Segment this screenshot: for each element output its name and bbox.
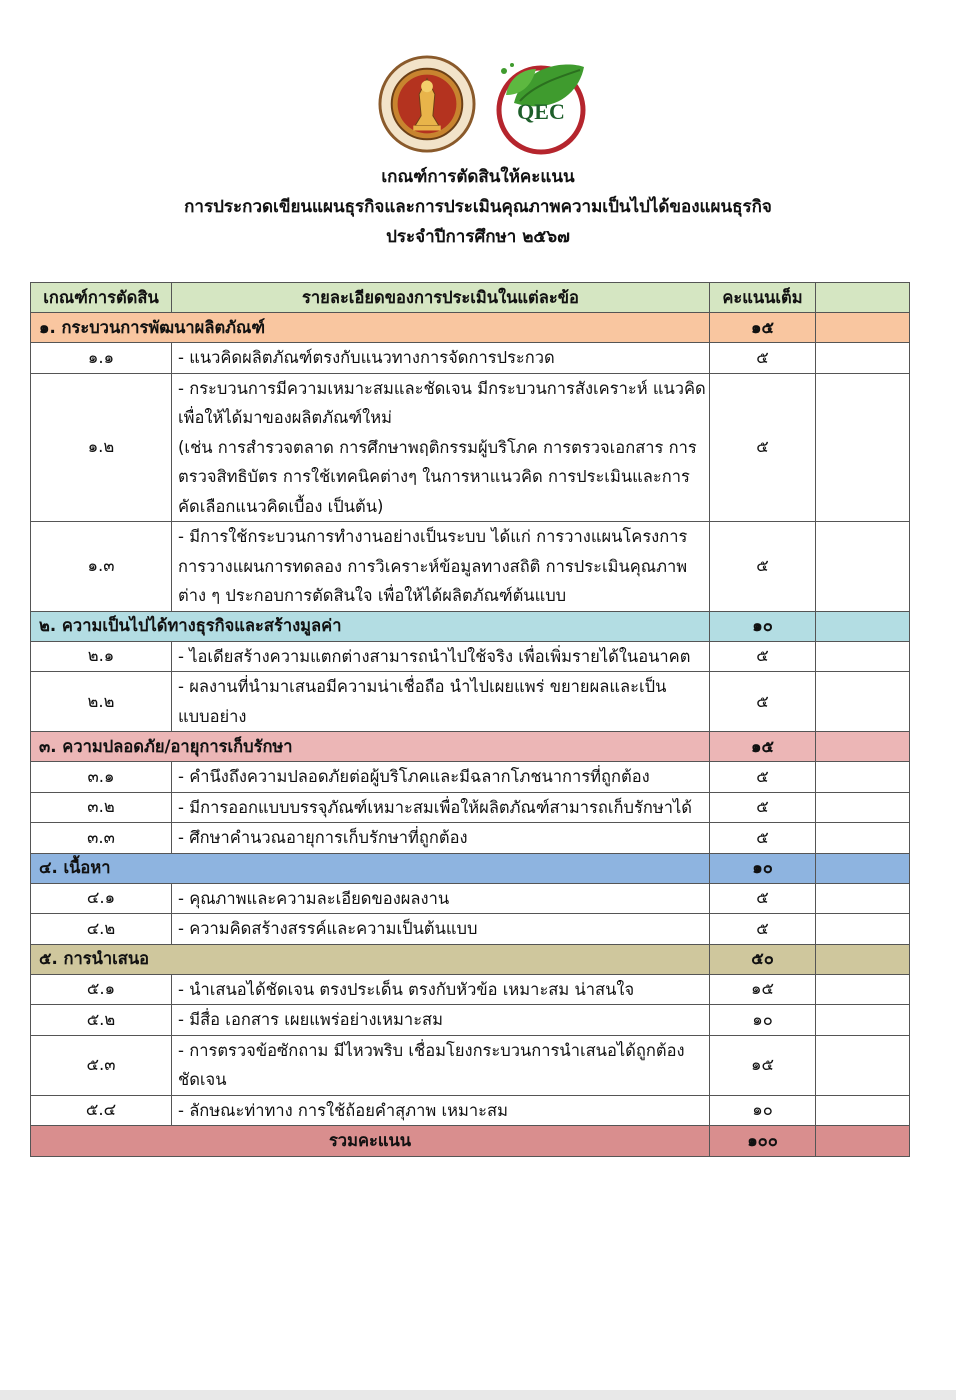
total-score: ๑๐๐ xyxy=(710,1126,816,1157)
item-blank xyxy=(816,1005,910,1036)
title-line-1: เกณฑ์การตัดสินให้คะแนน xyxy=(381,167,575,187)
item-detail-line: - มีการออกแบบบรรจุภัณฑ์เหมาะสมเพื่อให้ผลิตภัณฑ์สามารถเก็บรักษาได้ xyxy=(178,797,692,817)
item-number: ๔.๑ xyxy=(31,883,172,914)
criteria-item-row xyxy=(31,641,910,672)
item-detail xyxy=(172,762,710,793)
item-detail-line: - คำนึงถึงความปลอดภัยต่อผู้บริโภคและมีฉลากโภชนาการที่ถูกต้อง xyxy=(178,767,650,786)
item-blank xyxy=(816,914,910,945)
section-score: ๑๐ xyxy=(710,853,816,883)
section-title: ๑. กระบวนการพัฒนาผลิตภัณฑ์ xyxy=(31,313,710,343)
item-detail-line: ชัดเจน xyxy=(178,1070,227,1089)
total-label: รวมคะแนน xyxy=(31,1126,710,1157)
item-blank xyxy=(816,522,910,612)
item-number: ๑.๑ xyxy=(31,343,172,374)
item-blank xyxy=(816,1095,910,1126)
item-score: ๑๕ xyxy=(710,974,816,1005)
criteria-item-row xyxy=(31,792,910,823)
criteria-body xyxy=(31,313,910,1126)
ocsc-seal-logo xyxy=(378,55,476,153)
item-blank xyxy=(816,672,910,732)
section-row xyxy=(31,853,910,883)
criteria-table xyxy=(30,282,910,1157)
title-block xyxy=(0,162,956,252)
item-number: ๕.๓ xyxy=(31,1035,172,1095)
item-detail xyxy=(172,823,710,854)
section-row xyxy=(31,611,910,641)
item-number: ๒.๑ xyxy=(31,641,172,672)
item-number: ๕.๑ xyxy=(31,974,172,1005)
criteria-item-row xyxy=(31,974,910,1005)
criteria-item-row xyxy=(31,1035,910,1095)
section-blank xyxy=(816,732,910,762)
item-detail-line: - คุณภาพและความละเอียดของผลงาน xyxy=(178,888,450,908)
header-full-score: คะแนนเต็ม xyxy=(710,283,816,313)
item-score: ๕ xyxy=(710,792,816,823)
header-criteria: เกณฑ์การตัดสิน xyxy=(31,283,172,313)
header-detail: รายละเอียดของการประเมินในแต่ละข้อ xyxy=(172,283,710,313)
item-number: ๕.๒ xyxy=(31,1005,172,1036)
section-row xyxy=(31,944,910,974)
page-bottom-edge xyxy=(0,1390,956,1400)
item-detail xyxy=(172,672,710,732)
section-blank xyxy=(816,313,910,343)
item-detail-line: เพื่อให้ได้มาของผลิตภัณฑ์ใหม่ xyxy=(178,408,392,427)
criteria-item-row xyxy=(31,672,910,732)
item-detail-line: - ความคิดสร้างสรรค์และความเป็นต้นแบบ xyxy=(178,919,478,938)
criteria-item-row xyxy=(31,883,910,914)
item-detail-line: แบบอย่าง xyxy=(178,706,247,726)
item-number: ๕.๔ xyxy=(31,1095,172,1126)
criteria-item-row xyxy=(31,1005,910,1036)
section-title: ๕. การนำเสนอ xyxy=(31,944,710,974)
item-detail xyxy=(172,641,710,672)
item-detail-line: - ผลงานที่นำมาเสนอมีความน่าเชื่อถือ นำไปเผยแพร่ ขยายผลและเป็น xyxy=(178,677,667,696)
header-row xyxy=(31,283,910,313)
item-score: ๕ xyxy=(710,762,816,793)
item-detail-line: - นำเสนอได้ชัดเจน ตรงประเด็น ตรงกับหัวข้อ เหมาะสม น่าสนใจ xyxy=(178,979,635,999)
item-detail-line: - ไอเดียสร้างความแตกต่างสามารถนำไปใช้จริง เพื่อเพิ่มรายได้ในอนาคต xyxy=(178,646,691,666)
item-detail-line: คัดเลือกแนวคิดเบื้อง เป็นต้น) xyxy=(178,496,384,516)
item-score: ๕ xyxy=(710,641,816,672)
section-blank xyxy=(816,611,910,641)
item-blank xyxy=(816,974,910,1005)
svg-text:QEC: QEC xyxy=(517,99,565,124)
criteria-item-row xyxy=(31,914,910,945)
item-detail-line: การวางแผนการทดลอง การวิเคราะห์ข้อมูลทางสถิติ การประเมินคุณภาพ xyxy=(178,556,688,576)
item-score: ๕ xyxy=(710,883,816,914)
item-blank xyxy=(816,641,910,672)
item-number: ๓.๒ xyxy=(31,792,172,823)
item-number: ๔.๒ xyxy=(31,914,172,945)
item-blank xyxy=(816,373,910,522)
section-row xyxy=(31,313,910,343)
item-detail-line: - ศึกษาคำนวณอายุการเก็บรักษาที่ถูกต้อง xyxy=(178,828,468,847)
item-detail-line: - มีการใช้กระบวนการทำงานอย่างเป็นระบบ ได้แก่ การวางแผนโครงการ xyxy=(178,527,688,546)
section-title: ๓. ความปลอดภัย/อายุการเก็บรักษา xyxy=(31,732,710,762)
section-blank xyxy=(816,853,910,883)
item-detail-line: ตรวจสิทธิบัตร การใช้เทคนิคต่างๆ ในการหาแนวคิด การประเมินและการ xyxy=(178,467,690,486)
item-number: ๒.๒ xyxy=(31,672,172,732)
item-blank xyxy=(816,883,910,914)
item-score: ๕ xyxy=(710,522,816,612)
item-detail xyxy=(172,343,710,374)
item-blank xyxy=(816,762,910,793)
item-score: ๕ xyxy=(710,373,816,522)
item-detail xyxy=(172,1035,710,1095)
item-blank xyxy=(816,1035,910,1095)
section-score: ๑๕ xyxy=(710,313,816,343)
item-score: ๑๕ xyxy=(710,1035,816,1095)
section-score: ๑๐ xyxy=(710,611,816,641)
criteria-item-row xyxy=(31,373,910,522)
item-detail-line: - มีสื่อ เอกสาร เผยแพร่อย่างเหมาะสม xyxy=(178,1010,443,1029)
item-detail xyxy=(172,522,710,612)
item-score: ๕ xyxy=(710,823,816,854)
item-detail-line: ต่าง ๆ ประกอบการตัดสินใจ เพื่อให้ได้ผลิตภัณฑ์ต้นแบบ xyxy=(178,586,567,605)
section-row xyxy=(31,732,910,762)
title-line-2: การประกวดเขียนแผนธุรกิจและการประเมินคุณภาพความเป็นไปได้ของแผนธุรกิจ xyxy=(184,197,772,217)
qec-leaf-logo xyxy=(484,55,598,155)
title-line-3: ประจำปีการศึกษา ๒๕๖๗ xyxy=(386,227,570,247)
total-blank xyxy=(816,1126,910,1157)
item-blank xyxy=(816,823,910,854)
item-detail xyxy=(172,792,710,823)
criteria-item-row xyxy=(31,343,910,374)
section-title: ๔. เนื้อหา xyxy=(31,853,710,883)
item-detail-line: (เช่น การสำรวจตลาด การศึกษาพฤติกรรมผู้บริโภค การตรวจเอกสาร การ xyxy=(178,437,697,457)
item-detail xyxy=(172,883,710,914)
section-blank xyxy=(816,944,910,974)
criteria-item-row xyxy=(31,1095,910,1126)
item-score: ๕ xyxy=(710,914,816,945)
item-detail-line: - การตรวจข้อซักถาม มีไหวพริบ เชื่อมโยงกระบวนการนำเสนอได้ถูกต้อง xyxy=(178,1040,685,1060)
item-number: ๑.๒ xyxy=(31,373,172,522)
item-detail xyxy=(172,373,710,522)
section-score: ๕๐ xyxy=(710,944,816,974)
item-score: ๕ xyxy=(710,672,816,732)
item-number: ๑.๓ xyxy=(31,522,172,612)
criteria-item-row xyxy=(31,762,910,793)
item-detail xyxy=(172,914,710,945)
section-title: ๒. ความเป็นไปได้ทางธุรกิจและสร้างมูลค่า xyxy=(31,611,710,641)
item-detail xyxy=(172,974,710,1005)
item-number: ๓.๑ xyxy=(31,762,172,793)
logos-area xyxy=(0,55,956,155)
item-blank xyxy=(816,343,910,374)
item-score: ๑๐ xyxy=(710,1005,816,1036)
item-score: ๑๐ xyxy=(710,1095,816,1126)
item-blank xyxy=(816,792,910,823)
item-score: ๕ xyxy=(710,343,816,374)
header-blank xyxy=(816,283,910,313)
item-detail-line: - ลักษณะท่าทาง การใช้ถ้อยคำสุภาพ เหมาะสม xyxy=(178,1100,508,1120)
criteria-item-row xyxy=(31,823,910,854)
item-detail-line: - แนวคิดผลิตภัณฑ์ตรงกับแนวทางการจัดการประกวด xyxy=(178,348,555,367)
criteria-item-row xyxy=(31,522,910,612)
item-number: ๓.๓ xyxy=(31,823,172,854)
item-detail-line: - กระบวนการมีความเหมาะสมและชัดเจน มีกระบวนการสังเคราะห์ แนวคิด xyxy=(178,378,706,398)
item-detail xyxy=(172,1005,710,1036)
item-detail xyxy=(172,1095,710,1126)
total-row xyxy=(31,1126,910,1157)
section-score: ๑๕ xyxy=(710,732,816,762)
